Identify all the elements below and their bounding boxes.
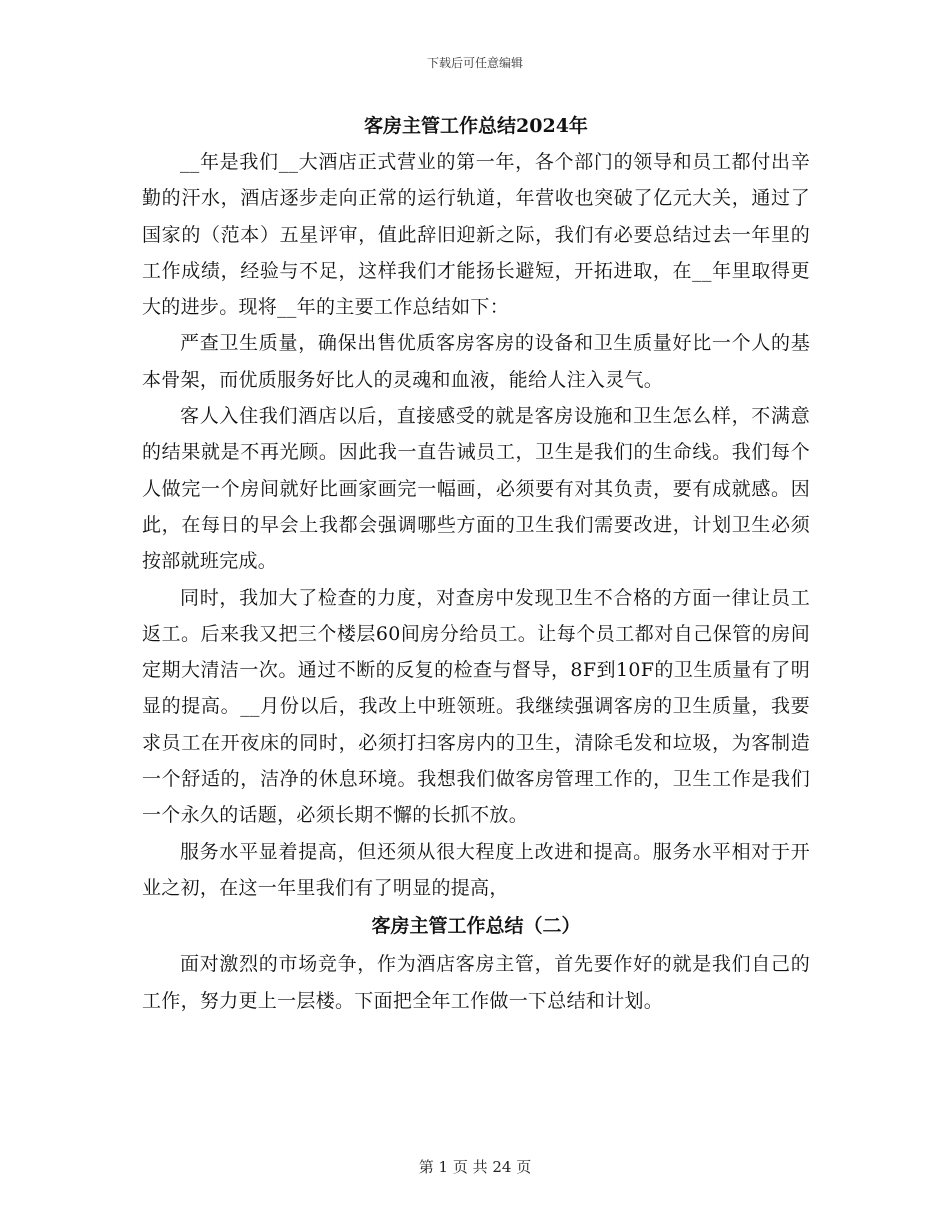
paragraph: 面对激烈的市场竞争，作为酒店客房主管，首先要作好的就是我们自己的工作，努力更上一层楼。下面把全年工作做一下总结和计划。 [142, 953, 810, 1012]
section-title: 客房主管工作总结（二） [371, 915, 581, 938]
document-title: 客房主管工作总结2024年 [364, 115, 588, 137]
paragraph: 同时，我加大了检查的力度，对查房中发现卫生不合格的方面一律让员工返工。后来我又把三个楼层60间房分给员工。让每个员工都对自己保管的房间定期大清洁一次。通过不断的反复的检查与督导，8F到10F的卫生质量有了明显的提高。__月份以后，我改上中班领班。我继续强调客房的卫生质量，我要求员工在开夜床的同时，必须打扫客房内的卫生，清除毛发和垃圾，为客制造一个舒适的，洁净的休息环境。我想我们做客房管理工作的，卫生工作是我们一个永久的话题，必须长期不懈的长抓不放。 [142, 586, 810, 827]
paragraph: 客人入住我们酒店以后，直接感受的就是客房设施和卫生怎么样，不满意的结果就是不再光顾。因此我一直告诫员工，卫生是我们的生命线。我们每个人做完一个房间就好比画家画完一幅画，必须要有对其负责，要有成就感。因此，在每日的早会上我都会强调哪些方面的卫生我们需要改进，计划卫生必须按部就班完成。 [142, 405, 810, 573]
paragraph: 服务水平显着提高，但还须从很大程度上改进和提高。服务水平相对于开业之初，在这一年里我们有了明显的提高， [142, 840, 810, 899]
header-note: 下载后可任意编辑 [426, 56, 523, 70]
page-number: 第 1 页 共 24 页 [418, 1158, 532, 1176]
paragraph: __年是我们__大酒店正式营业的第一年，各个部门的领导和员工都付出辛勤的汗水，酒店逐步走向正常的运行轨道，年营收也突破了亿元大关，通过了国家的（范本）五星评审，值此辞旧迎新之际，我们有必要总结过去一年里的工作成绩，经验与不足，这样我们才能扬长避短，开拓进取，在__年里取得更大的进步。现将__年的主要工作总结如下： [142, 151, 810, 319]
paragraph: 严查卫生质量，确保出售优质客房客房的设备和卫生质量好比一个人的基本骨架，而优质服务好比人的灵魂和血液，能给人注入灵气。 [142, 332, 810, 391]
document-body [142, 108, 810, 1019]
